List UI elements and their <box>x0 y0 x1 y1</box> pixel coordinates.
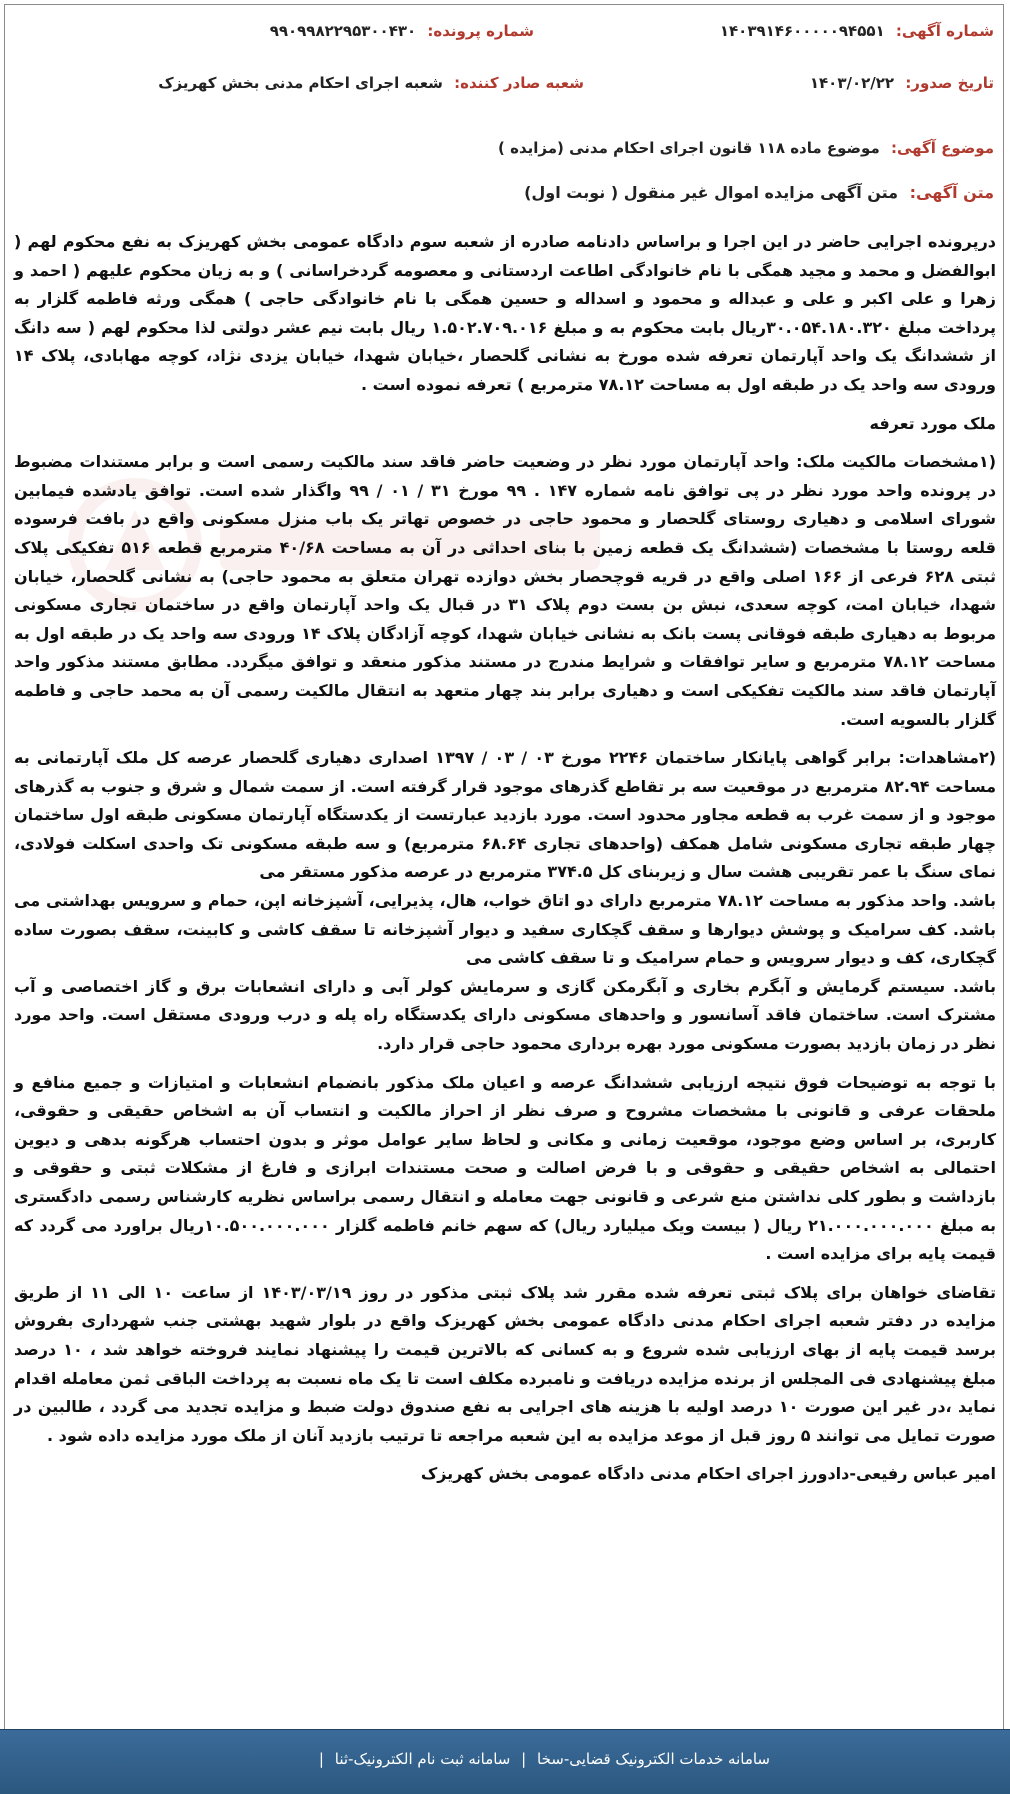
issue-date-value: ۱۴۰۳/۰۲/۲۲ <box>809 74 895 92</box>
ad-text-title: متن آگهی مزایده اموال غیر منقول ( نوبت اول) <box>524 183 899 202</box>
footer-links <box>313 1750 770 1768</box>
footer-separator: | <box>521 1750 527 1768</box>
subject-line <box>16 139 994 157</box>
ad-number-label: شماره آگهی: <box>895 22 994 40</box>
subject-label: موضوع آگهی: <box>890 139 994 157</box>
issuing-branch-label: شعبه صادر کننده: <box>454 74 584 92</box>
paragraph-utilities: باشد. سیستم گرمایش و آبگرم بخاری و آبگرمکن گازی و سرمایش کولر آبی و دارای انشعابات برق و گاز اختصاصی و آب مشترک است. ساختمان فاقد آسانسور و واحدهای مسکونی دارای یکدستگاه راه پله و درب ورودی مستقل است. واحد مورد نظر در زمان بازدید بصورت مسکونی مورد بهره برداری محمود حاجی قرار دارد. <box>14 976 996 1054</box>
notice-body <box>14 228 996 1489</box>
footer-bar <box>0 1729 1010 1794</box>
subject-text: موضوع ماده ۱۱۸ قانون اجرای احکام مدنی (مزایده ) <box>498 139 880 157</box>
header-row-1 <box>16 22 994 52</box>
case-number-label: شماره پرونده: <box>427 22 534 40</box>
issuing-branch <box>158 74 584 92</box>
paragraph-property-heading: ملک مورد تعرفه <box>869 413 996 433</box>
paragraph-valuation: با توجه به توضیحات فوق نتیجه ارزیابی ششدانگ عرصه و اعیان ملک مذکور بانضمام انشعابات و امتیازات و جمیع منافع و ملحقات عرفی و قانونی با مشخصات مشروح و صرف نظر از احراز مالکیت و انتساب آن به اشخاص حقیقی و حقوقی، کاربری، بر اساس وضع موجود، موقعیت زمانی و مکانی و لحاظ سایر عوامل موثر و بدون احتساب هرگونه بدهی و دیوین احتمالی به اشخاص حقیقی و حقوقی و با فرض اصالت و صحت مستندات ابرازی و فارغ از مشکلات ثبتی و حقوقی و بازداشت و بطور کلی نداشتن منع شرعی و قانونی جهت معامله و انتقال رسمی براساس نظریه کارشناس رسمی دادگستری به مبلغ ۲۱.۰۰۰.۰۰۰.۰۰۰ ریال ( بیست ویک میلیارد ریال) که سهم خانم فاطمه گلزار ۱۰.۵۰۰.۰۰۰.۰۰۰ریال براورد می گردد که قیمت پایه برای مزایده است . <box>14 1072 997 1264</box>
ad-text-label: متن آگهی: <box>909 183 994 202</box>
ad-number-value: ۱۴۰۳۹۱۴۶۰۰۰۰۰۹۴۵۵۱ <box>719 22 885 40</box>
paragraph-unit-description: باشد. واحد مذکور به مساحت ۷۸.۱۲ مترمربع دارای دو اتاق خواب، هال، پذیرایی، آشپزخانه اپن، حمام و سرویس بهداشتی می باشد. کف سرامیک و پوشش دیوارها و سقف گچکاری سفید و دیوار آشپزخانه تا سقف کاشی و کابینت، سقف بصورت ساده گچکاری، کف و دیوار سرویس و حمام سرامیک و تا سقف کاشی می <box>14 891 996 968</box>
case-number-value: ۹۹۰۹۹۸۲۲۹۵۳۰۰۴۳۰ <box>269 22 417 40</box>
paragraph-ownership: (۱مشخصات مالکیت ملک: واحد آپارتمان مورد نظر در وضعیت حاضر فاقد سند مالکیت رسمی است و برابر مستندات مضبوط در پرونده واحد مورد نظر در پی توافق نامه شماره ۱۴۷ . ۹۹ مورخ ۳۱ / ۰۱ / ۹۹ واگذار شده است. توافق یادشده فیمابین شورای اسلامی و دهیاری روستای گلحصار و محمود حاجی در خصوص تهاتر یک باب منزل مسکونی واقع در بافت فرسوده قلعه روستا با مشخصات (ششدانگ یک قطعه زمین با بنای احداثی در آن به مساحت ۴۰/۶۸ مترمربع قطعه ۵۱۶ تفکیکی پلاک ثبتی ۶۲۸ فرعی از ۱۶۶ اصلی واقع در قریه قوچحصار بخش دوازده تهران متعلق به محمود حاجی) به نشانی گلحصار، خیابان شهدا، خیابان امت، کوچه سعدی، نبش بن بست دوم پلاک ۳۱ در قبال یک واحد آپارتمان واقع در ساختمان تجاری مسکونی مربوط به دهیاری طبقه فوقانی پست بانک به نشانی خیابان شهدا، کوچه آزادگان پلاک ۱۴ ورودی سه واحد یک در طبقه اول به مساحت ۷۸.۱۲ مترمربع و سایر توافقات و شرایط مندرج در مستند مذکور منعقد و توافق میگردد. مطابق مستند مذکور واحد آپارتمان فاقد سند مالکیت تفکیکی است و دهیاری برابر بند چهار متعهد به انتقال مالکیت رسمی آن به محمد حاجی و فاطمه گلزار بالسویه است. <box>14 452 997 729</box>
footer-link-sakha[interactable]: سامانه خدمات الکترونیک قضایی-سخا <box>537 1750 770 1768</box>
ad-text-line <box>16 183 994 202</box>
issue-date-label: تاریخ صدور: <box>905 74 994 92</box>
header-row-2 <box>16 74 994 104</box>
issuing-branch-value: شعبه اجرای احکام مدنی بخش کهریزک <box>158 74 443 92</box>
case-number <box>270 22 534 40</box>
paragraph-auction-terms: تقاضای خواهان برای پلاک ثبتی تعرفه شده مقرر شد پلاک ثبتی مذکور در روز ۱۴۰۳/۰۳/۱۹ از ساعت ۱۰ الی ۱۱ از طریق مزایده در دفتر شعبه اجرای احکام مدنی دادگاه عمومی بخش کهریزک واقع در بلوار شهید بهشتی جنب شهرداری بفروش برسد قیمت پایه از بهای ارزیابی شده شروع و به کسانی که بالاترین قیمت را پیشنهاد نمایند فروخته خواهد شد ، ۱۰ درصد مبلغ پیشنهادی فی المجلس از برنده مزایده دریافت و نامبرده مکلف است تا یک ماه نسبت به پرداخت الباقی ثمن معامله اقدام نماید ،در غیر این صورت ۱۰ درصد اولیه با هزینه های اجرایی به نفع صندوق دولت ضبط و مزایده تجدید می گردد ، طالبین در صورت تمایل می توانند ۵ روز قبل از موعد مزایده به این شعبه مراجعه تا ترتیب بازدید آنان از ملک مورد مزایده داده شود . <box>14 1282 997 1445</box>
paragraph-signature: امیر عباس رفیعی-دادورز اجرای احکام مدنی دادگاه عمومی بخش کهریزک <box>420 1464 996 1484</box>
footer-link-sana[interactable]: سامانه ثبت نام الکترونیک-ثنا <box>334 1750 511 1768</box>
issue-date <box>810 74 994 92</box>
ad-number <box>720 22 994 40</box>
footer-separator-end: | <box>318 1750 324 1768</box>
paragraph-intro: درپرونده اجرایی حاضر در این اجرا و براساس دادنامه صادره از شعبه سوم دادگاه عمومی بخش کهریزک به نفع محکوم لهم ( ابوالفضل و محمد و مجید همگی با نام خانوادگی اطاعت اردستانی و معصومه گردخراسانی ) و به زیان محکوم علیهم ( احمد و زهرا و علی اکبر و علی و عبداله و محمود و اسداله و حسین همگی با نام خانوادگی حاجی ) همگی ورثه فاطمه گلزار به پرداخت مبلغ ۳۰.۰۵۴.۱۸۰.۳۲۰ریال بابت محکوم به و مبلغ ۱.۵۰۲.۷۰۹.۰۱۶ ریال بابت نیم عشر دولتی لذا محکوم لهم ( سه دانگ از ششدانگ یک واحد آپارتمان تعرفه شده مورخ به نشانی گلحصار ،خیابان شهدا، خیابان یزدی نژاد، کوچه مهابادی، پلاک ۱۴ ورودی سه واحد یک در طبقه اول به مساحت ۷۸.۱۲ مترمربع ) تعرفه نموده است . <box>14 232 997 394</box>
paragraph-observations: (۲مشاهدات: برابر گواهی پایانکار ساختمان ۲۲۴۶ مورخ ۰۳ / ۰۳ / ۱۳۹۷ اصداری دهیاری گلحصار عرصه کل ملک آپارتمانی به مساحت ۸۲.۹۴ مترمربع در موقعیت سه بر تقاطع گذرهای موجود قرار گرفته است. از سمت شمال و شرق و جنوب به گذرهای موجود و از سمت غرب به قطعه مجاور محدود است. مورد بازدید عبارتست از یکدستگاه آپارتمان مسکونی طبقه اول ساختمان چهار طبقه تجاری مسکونی شامل همکف (واحدهای تجاری ۶۸.۶۴ مترمربع) و سه طبقه مسکونی تک واحدی اسکلت فولادی، نمای سنگ با عمر تقریبی هشت سال و زیربنای کل ۳۷۴.۵ مترمربع در عرصه مذکور مستقر می <box>14 748 997 882</box>
